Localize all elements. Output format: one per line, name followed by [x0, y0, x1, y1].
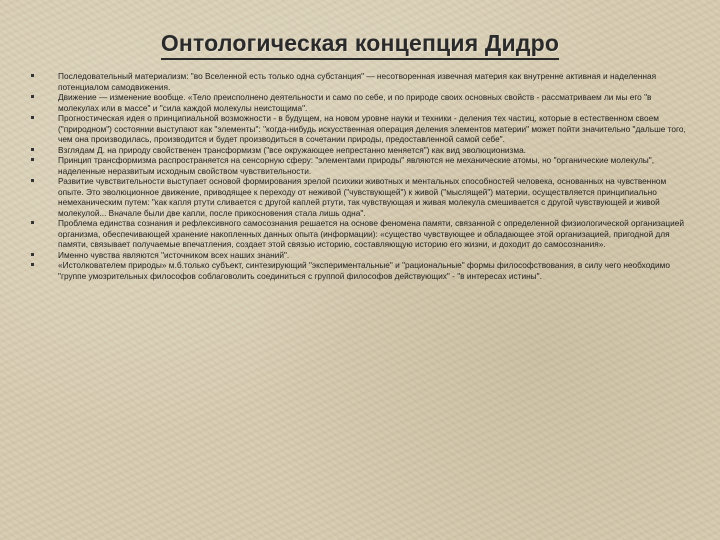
- bullet-text: «Истолкователем природы» м.б.только субъект, синтезирующий "экспериментальные" и "рациональные" формы философствования, в силу чего необходимо "группе умозрительных философов соблаговолить соединиться с группой философов действующих" - "в интересах истины".: [58, 260, 670, 281]
- bullet-marker-icon: [31, 221, 34, 224]
- bullet-marker-icon: [31, 179, 34, 182]
- bullet-item: [26, 155, 690, 176]
- bullet-text: Именно чувства являются "источником всех наших знаний".: [58, 249, 290, 260]
- bullet-text: Взглядам Д. на природу свойственен трансформизм ("все окружающее непрестанно меняется") как вид эволюционизма.: [58, 144, 526, 155]
- bullet-marker-icon: [31, 253, 34, 256]
- slide-title: [0, 30, 720, 60]
- bullet-item: [26, 218, 690, 250]
- bullet-text: Принцип трансформизма распространяется на сенсорную сферу: "элементами природы" являются не механические атомы, но "органические молекулы", наделенные неразвитым исходным свойством чувствительности.: [58, 155, 655, 176]
- slide-title-text: Онтологическая концепция Дидро: [161, 30, 559, 60]
- bullet-text: Развитие чувствительности выступает основой формирования зрелой психики животных и ментальных способностей человека, основанных на чувственном опыте. Это эволюционное движение, приводящее к переходу от неживой ("чувствующей") к живой ("мыслящей") материи, осуществляется принципиально немеханическим путем: "как капля ртути сливается с другой каплей ртути, так чувствующая и живая молекула смешивается с другой чувствующей и живой молекулой... Вначале были две капли, после прикосновения стала лишь одна".: [58, 176, 667, 218]
- bullet-marker-icon: [31, 74, 34, 77]
- bullet-item: [26, 250, 690, 261]
- bullet-item: [26, 92, 690, 113]
- bullet-item: [26, 113, 690, 145]
- bullet-marker-icon: [31, 148, 34, 151]
- bullet-item: [26, 260, 690, 281]
- bullet-text: Прогностическая идея о принципиальной возможности - в будущем, на новом уровне науки и техники - деления тех частиц, которые в естественном своем ("природном") состоянии выступают как "элементы": "когда-нибудь искусственная операция деления элементов материи" может пойти значительно "дальше того, чем она производилась, производится и будет производиться в сочетании природы, предоставленной самой себе".: [58, 113, 686, 144]
- bullet-item: [26, 71, 690, 92]
- bullet-item: [26, 145, 690, 156]
- bullet-marker-icon: [31, 158, 34, 161]
- bullet-list: [26, 71, 690, 281]
- bullet-marker-icon: [31, 263, 34, 266]
- bullet-marker-icon: [31, 116, 34, 119]
- bullet-item: [26, 176, 690, 218]
- bullet-text: Проблема единства сознания и рефлексивного самосознания решается на основе феномена памяти, связанной с определенной физиологической организацией организма, обеспечивающей хранение накопленных данных опыта (информации): «существо чувствующее и обладающее этой организацией, пригодной для памяти, связывает получаемые впечатления, создает этой связью историю, составляющую историю его жизни, и доходит до самосознания».: [58, 218, 685, 249]
- bullet-text: Движение — изменение вообще. «Тело преисполнено деятельности и само по себе, и по природе своих основных свойств - рассматриваем ли мы его "в молекулах или в массе" и "сила каждой молекулы неистощима".: [58, 92, 652, 113]
- bullet-marker-icon: [31, 95, 34, 98]
- bullet-text: Последовательный материализм: "во Вселенной есть только одна субстанция" — несотворенная извечная материя как внутренне активная и наделенная потенциалом самодвижения.: [58, 71, 657, 92]
